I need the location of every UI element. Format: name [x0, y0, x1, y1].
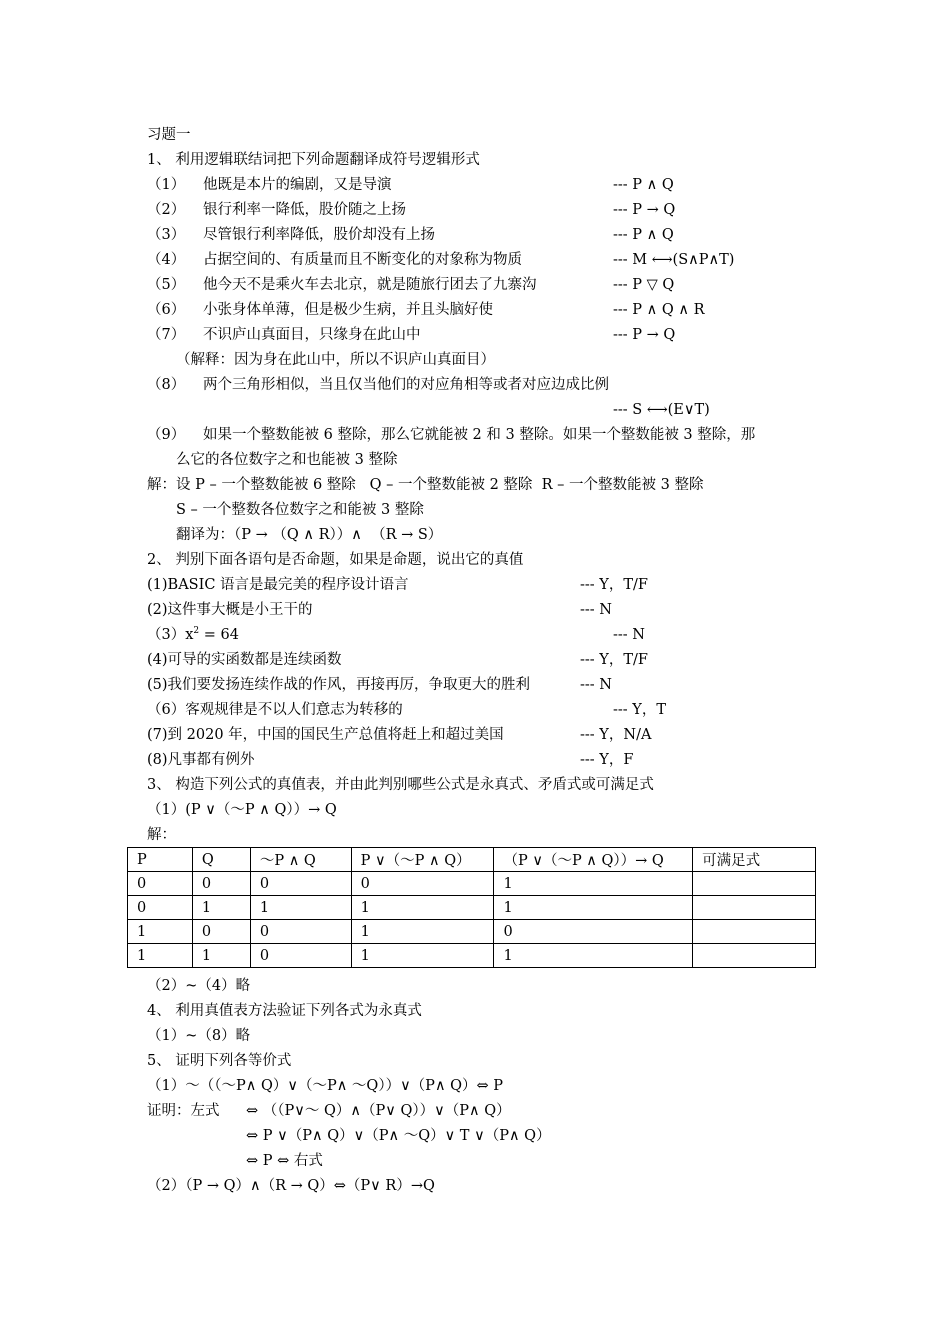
q1-item-text: 小张身体单薄，但是极少生病，并且头脑好使: [203, 302, 493, 318]
q1-item-text: 尽管银行利率降低，股价却没有上扬: [203, 227, 435, 243]
q5-formula: （1）～（（～P∧ Q）∨（～P∧ ～Q））∨（P∧ Q）⇔ P: [147, 1078, 504, 1094]
table-cell: 0: [250, 872, 351, 896]
table-cell: 0: [494, 920, 693, 944]
q1-item-num: （4）: [147, 252, 186, 268]
table-cell: 1: [494, 872, 693, 896]
q2-item-text: (5)我们要发扬连续作战的作风，再接再厉，争取更大的胜利: [147, 677, 531, 693]
q1-item-num: （7）: [147, 327, 186, 343]
table-header-cell: P: [128, 848, 193, 872]
table-row: [128, 920, 816, 944]
table-row: [128, 944, 816, 968]
q4-heading: 4、 利用真值表方法验证下列各式为永真式: [147, 1003, 422, 1019]
truth-table: [127, 847, 816, 968]
q1-note: （解释：因为身在此山中，所以不识庐山真面目）: [176, 352, 495, 368]
q1-item-num: （6）: [147, 302, 186, 318]
q3-rest: （2）~（4）略: [147, 978, 251, 994]
table-cell: 1: [128, 944, 193, 968]
table-cell: 1: [351, 896, 494, 920]
q2-item-text: (7)到 2020 年，中国的国民生产总值将赶上和超过美国: [147, 727, 504, 743]
q2-item-answer: --- Y，T/F: [580, 652, 648, 668]
q3-heading: 3、 构造下列公式的真值表，并由此判别哪些公式是永真式、矛盾式或可满足式: [147, 777, 654, 793]
table-row: [128, 896, 816, 920]
q1-item-text: 银行利率一降低，股价随之上扬: [203, 202, 406, 218]
q1-item-text: 他既是本片的编剧，又是导演: [203, 177, 392, 193]
table-cell: 0: [250, 920, 351, 944]
q2-item-answer: --- N: [580, 602, 612, 618]
q3-solution-label: 解：: [147, 827, 176, 843]
table-cell: 1: [192, 896, 250, 920]
q1-translation: 翻译为：（P → （Q ∧ R））∧ （R → S）: [176, 527, 443, 543]
q2-item-answer: --- Y，T/F: [580, 577, 648, 593]
table-cell: [693, 896, 816, 920]
q1-item-answer: --- P ▽ Q: [613, 277, 675, 293]
table-header-cell: 可满足式: [693, 848, 816, 872]
q2-item-exponent: 2: [193, 626, 200, 637]
table-header-row: [128, 848, 816, 872]
q1-item-answer: --- P ∧ Q: [613, 227, 674, 243]
q2-item-text-post: = 64: [199, 627, 239, 643]
q1-item-num: （5）: [147, 277, 186, 293]
table-header-cell: P ∨（～P ∧ Q）: [351, 848, 494, 872]
q2-item-text: (4)可导的实函数都是连续函数: [147, 652, 342, 668]
q1-item-answer: --- P → Q: [613, 327, 676, 343]
q1-item-answer: --- M ⟷(S∧P∧T): [613, 252, 735, 268]
q1-heading: 1、 利用逻辑联结词把下列命题翻译成符号逻辑形式: [147, 152, 480, 168]
q1-item-num: （9）: [147, 427, 186, 443]
q1-item-text: 么它的各位数字之和也能被 3 整除: [176, 452, 398, 468]
q1-item-answer: --- P → Q: [613, 202, 676, 218]
q1-item-text: 两个三角形相似，当且仅当他们的对应角相等或者对应边成比例: [203, 377, 609, 393]
q1-item-text: 占据空间的、有质量而且不断变化的对象称为物质: [203, 252, 522, 268]
q2-item-text: （6）客观规律是不以人们意志为转移的: [147, 702, 403, 718]
q2-item-answer: --- N: [613, 627, 645, 643]
q2-item-text: (2)这件事大概是小王干的: [147, 602, 313, 618]
table-row: [128, 872, 816, 896]
q5-proof-label: 证明：左式: [147, 1103, 220, 1119]
q1-item-answer: --- S ⟷(E∨T): [613, 402, 710, 418]
q5-heading: 5、 证明下列各等价式: [147, 1053, 292, 1069]
q1-item-text: 不识庐山真面目，只缘身在此山中: [203, 327, 421, 343]
table-cell: 1: [250, 896, 351, 920]
q4-rest: （1）~（8）略: [147, 1028, 251, 1044]
table-cell: 0: [128, 872, 193, 896]
q1-item-text: 他今天不是乘火车去北京，就是随旅行团去了九寨沟: [203, 277, 537, 293]
exercise-title: 习题一: [147, 127, 191, 143]
q1-item-num: （1）: [147, 177, 186, 193]
table-header-cell: ～P ∧ Q: [250, 848, 351, 872]
table-cell: 1: [351, 944, 494, 968]
table-cell: [693, 872, 816, 896]
q1-item-num: （3）: [147, 227, 186, 243]
table-cell: 1: [494, 944, 693, 968]
table-cell: 1: [351, 920, 494, 944]
table-header-cell: （P ∨（～P ∧ Q））→ Q: [494, 848, 693, 872]
q1-solution: S – 一个整数各位数字之和能被 3 整除: [176, 502, 424, 518]
q5-formula: （2）（P → Q）∧（R → Q）⇔（P∨ R）→Q: [147, 1178, 435, 1194]
table-cell: 1: [494, 896, 693, 920]
q3-formula: （1）(P ∨（～P ∧ Q））→ Q: [147, 802, 337, 818]
table-cell: 1: [128, 920, 193, 944]
q2-heading: 2、 判别下面各语句是否命题，如果是命题，说出它的真值: [147, 552, 524, 568]
table-cell: 0: [192, 872, 250, 896]
q5-proof-step: ⇔ P ⇔ 右式: [246, 1153, 323, 1169]
q2-item-text: (8)凡事都有例外: [147, 752, 255, 768]
q2-item-answer: --- Y，N/A: [580, 727, 652, 743]
q5-proof-step: ⇔ P ∨（P∧ Q）∨（P∧ ～Q）∨ T ∨（P∧ Q）: [246, 1128, 551, 1144]
q1-solution: 解：设 P – 一个整数能被 6 整除 Q – 一个整数能被 2 整除 R – 一个整数能被 3 整除: [147, 477, 704, 493]
table-cell: 0: [250, 944, 351, 968]
table-cell: 0: [128, 896, 193, 920]
table-cell: 0: [351, 872, 494, 896]
q1-item-answer: --- P ∧ Q: [613, 177, 674, 193]
q2-item-text-pre: （3）x: [147, 627, 194, 643]
q5-proof-step: ⇔ （（P∨～ Q）∧（P∨ Q））∨（P∧ Q）: [246, 1103, 511, 1119]
q1-item-answer: --- P ∧ Q ∧ R: [613, 302, 705, 318]
q2-item-answer: --- Y，T: [613, 702, 667, 718]
table-cell: [693, 920, 816, 944]
q2-item-answer: --- Y，F: [580, 752, 634, 768]
q1-item-num: （2）: [147, 202, 186, 218]
table-cell: 1: [192, 944, 250, 968]
q1-item-text: 如果一个整数能被 6 整除，那么它就能被 2 和 3 整除。如果一个整数能被 3 整除，那: [203, 427, 756, 443]
q1-item-num: （8）: [147, 377, 186, 393]
table-cell: [693, 944, 816, 968]
q2-item-text: [147, 626, 239, 644]
q2-item-text: (1)BASIC 语言是最完美的程序设计语言: [147, 577, 409, 593]
q2-item-answer: --- N: [580, 677, 612, 693]
table-cell: 0: [192, 920, 250, 944]
table-header-cell: Q: [192, 848, 250, 872]
